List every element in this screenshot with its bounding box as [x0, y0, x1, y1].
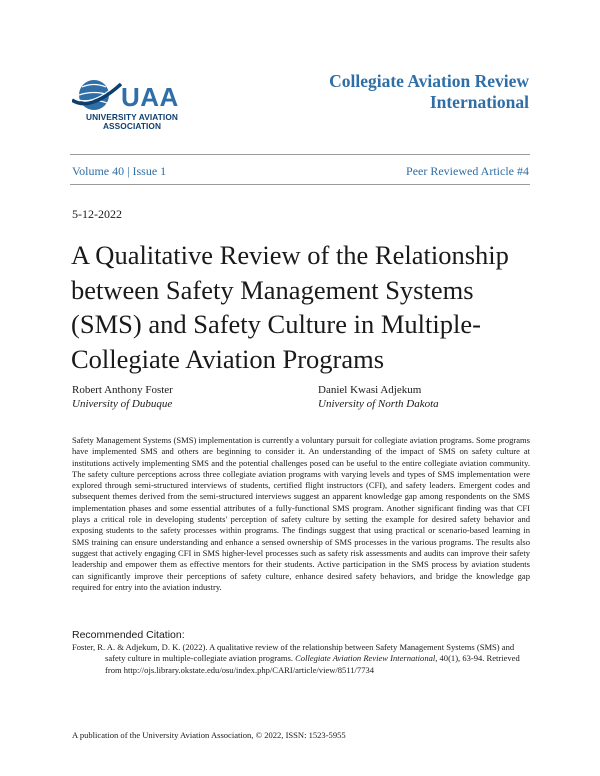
citation-text [72, 642, 524, 676]
author-affiliation: University of North Dakota [318, 398, 439, 410]
citation-journal: Collegiate Aviation Review International, [295, 653, 438, 664]
author-affiliation: University of Dubuque [72, 398, 173, 410]
header-rule-top [70, 154, 530, 155]
logo-subtitle-line1: UNIVERSITY AVIATION [86, 112, 178, 122]
journal-title-line2: International [429, 92, 529, 112]
article-number: Peer Reviewed Article #4 [406, 164, 529, 178]
logo-subtitle-line2: ASSOCIATION [102, 121, 162, 131]
author-name: Robert Anthony Foster [72, 384, 173, 396]
header-rule-bottom [70, 184, 530, 185]
author-1 [72, 383, 173, 411]
citation-part-b: 40(1), 63-94. Retrieved from http://ojs.library.okstate.edu/osu/index.php/CARI/article/view/8511/7734 [105, 653, 520, 675]
author-name: Daniel Kwasi Adjekum [318, 384, 422, 396]
author-2 [318, 383, 439, 411]
uaa-logo [72, 78, 192, 136]
citation-heading: Recommended Citation: [72, 629, 185, 641]
globe-swoosh-icon [72, 78, 122, 114]
volume-issue: Volume 40 | Issue 1 [72, 164, 167, 178]
citation-part-a: Foster, R. A. & Adjekum, D. K. (2022). A qualitative review of the relationship between Safety Management Systems (SMS) and safety culture in multiple-collegiate aviation programs. [72, 642, 515, 664]
publication-date: 5-12-2022 [72, 207, 122, 221]
article-title: A Qualitative Review of the Relationship between Safety Management Systems (SMS) and Safety Culture in Multiple-Collegiate Aviation Programs [71, 240, 509, 374]
journal-title-line1: Collegiate Aviation Review [329, 71, 529, 91]
logo-wordmark: UAA [121, 82, 179, 112]
abstract: Safety Management Systems (SMS) implementation is currently a voluntary pursuit for collegiate aviation programs. Some programs have implemented SMS and others are beginning to consider it. An understanding of the impact of SMS on safety culture at institutions actively implementing SMS and the potential challenges posed can be useful to the entire collegiate aviation community. The safety culture perceptions across three collegiate aviation programs with varying levels and types of SMS implementation were explored through semi-structured interviews of students, certified flight instructors (CFI), and safety leaders. Emergent codes and subsequent themes derived from the semi-structured interviews suggest an apparent knowledge gap among respondents on the SMS implementation phases and some essential attributes of a fully-functional SMS program. Another significant finding was that CFI plays a critical role in developing students' perception of safety culture by setting the example for desired safety behavior and exposing students to the safety processes within programs. The findings suggest that using practical or scenario-based learning in SMS training can ensure understanding and enhance a sensed ownership of SMS processes in the various programs. The results also suggest that actively engaging CFI in SMS higher-level processes such as safety risk assessments and audits can improve their safety leadership and empower them as effective mentors for their students. Active participation in the SMS process by aviation students can significantly improve their perceptions of safety culture, enhance desired safety behaviors, and bridge the knowledge gap required for entry into the aviation industry. [72, 435, 530, 592]
journal-title [269, 71, 529, 113]
footer-text: A publication of the University Aviation Association, © 2022, ISSN: 1523-5955 [72, 730, 346, 740]
